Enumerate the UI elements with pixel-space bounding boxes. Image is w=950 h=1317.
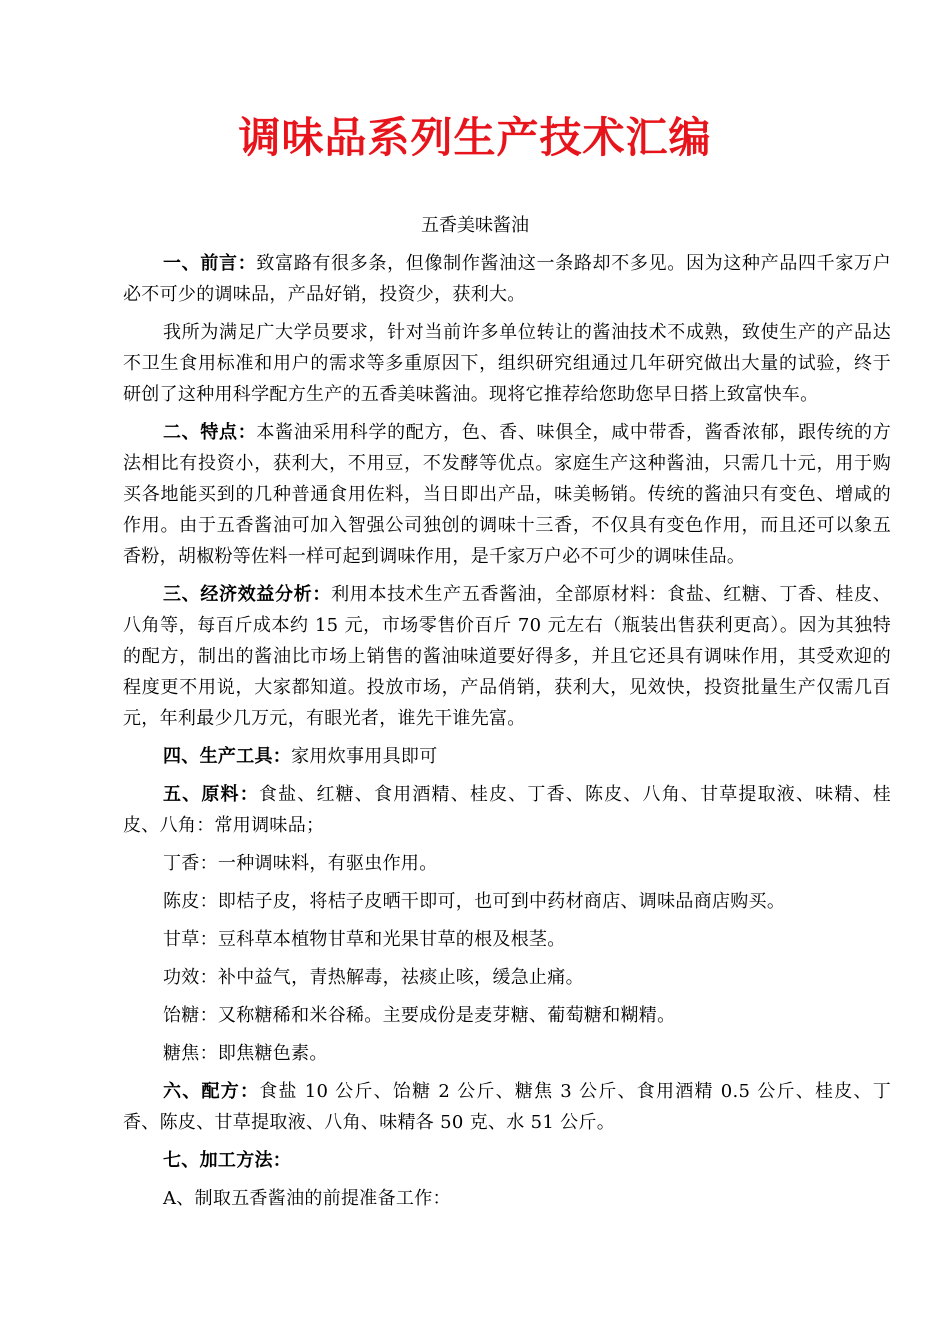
section-text: 致富路有很多条，但像制作酱油这一条路却不多见。因为这种产品四千家万户必不可少的调味品，产品好销，投资少，获利大。 — [123, 253, 892, 305]
document-body — [123, 248, 891, 1221]
section-heading: 五、原料： — [163, 784, 259, 805]
section-text: 食盐 10 公斤、饴糖 2 公斤、糖焦 3 公斤、食用酒精 0.5 公斤、桂皮、丁香、陈皮、甘草提取液、八角、味精各 50 克、水 51 公斤。 — [123, 1081, 891, 1133]
section-tools — [123, 741, 891, 772]
section-formula — [123, 1076, 891, 1138]
section-text: 家用炊事用具即可 — [291, 746, 438, 767]
section-method — [123, 1145, 891, 1176]
material-item: 功效：补中益气，青热解毒，祛痰止咳，缓急止痛。 — [163, 967, 584, 988]
section-text: 利用本技术生产五香酱油，全部原材料：食盐、红糖、丁香、桂皮、八角等，每百斤成本约 15 元，市场零售价百斤 70 元左右（瓶装出售获利更高）。因为其独特的配方，制出的酱油比市场上销售的酱油味道要好得多，并且它还具有调味作用，其受欢迎的程度更不用说，大家都知道。投放市场，产品俏销，获利大，见效快，投资批量生产仅需几百元，年利最少几万元，有眼光者，谁先干谁先富。 — [123, 584, 892, 729]
material-item: 糖焦：即焦糖色素。 — [163, 1043, 328, 1064]
section-preface-continued — [123, 317, 891, 410]
document-subtitle: 五香美味酱油 — [421, 215, 529, 236]
section-preface — [123, 248, 891, 310]
section-text: 我所为满足广大学员要求，针对当前许多单位转让的酱油技术不成熟，致使生产的产品达不卫生食用标准和用户的需求等多重原因下，组织研究组通过几年研究做出大量的试验，终于研创了这种用科学配方生产的五香美味酱油。现将它推荐给您助您早日搭上致富快车。 — [123, 322, 891, 405]
method-step-a: A、制取五香酱油的前提准备工作： — [163, 1188, 451, 1209]
section-heading: 三、经济效益分析： — [163, 584, 332, 605]
section-heading: 七、加工方法： — [163, 1150, 292, 1171]
material-item: 饴糖：又称糖稀和米谷稀。主要成份是麦芽糖、葡萄糖和糊精。 — [163, 1005, 676, 1026]
section-features — [123, 417, 891, 572]
section-heading: 六、配方： — [163, 1081, 260, 1102]
section-text: 食盐、红糖、食用酒精、桂皮、丁香、陈皮、八角、甘草提取液、味精、桂皮、八角：常用调味品； — [123, 784, 891, 836]
material-item: 丁香：一种调味料，有驱虫作用。 — [163, 853, 438, 874]
section-text: 本酱油采用科学的配方，色、香、味俱全，咸中带香，酱香浓郁，跟传统的方法相比有投资小，获利大，不用豆，不发酵等优点。家庭生产这种酱油，只需几十元，用于购买各地能买到的几种普通食用佐料，当日即出产品，味美畅销。传统的酱油只有变色、增咸的作用。由于五香酱油可加入智强公司独创的调味十三香，不仅具有变色作用，而且还可以象五香粉，胡椒粉等佐料一样可起到调味作用，是千家万户必不可少的调味佳品。 — [123, 422, 892, 567]
material-item: 甘草：豆科草本植物甘草和光果甘草的根及根茎。 — [163, 929, 566, 950]
section-heading: 一、前言： — [163, 253, 257, 274]
material-item: 陈皮：即桔子皮，将桔子皮晒干即可，也可到中药材商店、调味品商店购买。 — [163, 891, 786, 912]
section-economics — [123, 579, 891, 734]
section-heading: 四、生产工具： — [163, 746, 292, 767]
section-heading: 二、特点： — [163, 422, 257, 443]
document-title: 调味品系列生产技术汇编 — [238, 113, 712, 162]
section-materials — [123, 779, 891, 841]
